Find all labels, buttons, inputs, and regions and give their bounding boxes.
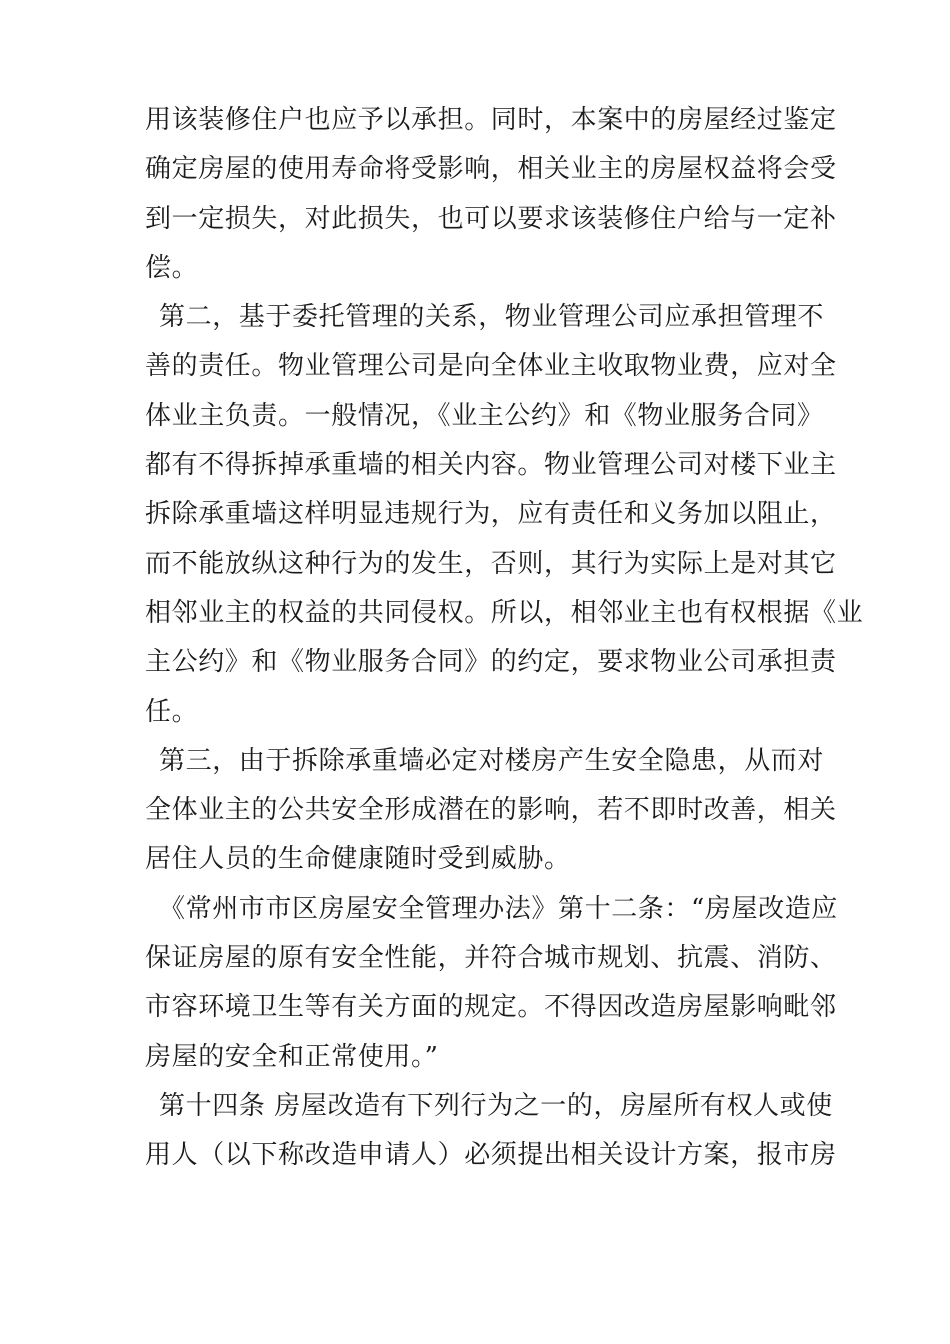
text-line: 第二，基于委托管理的关系，物业管理公司应承担管理不 bbox=[159, 302, 825, 333]
text-line: 体业主负责。一般情况，《业主公约》和《物业服务合同》 bbox=[145, 400, 824, 431]
text-line: 任。 bbox=[145, 696, 199, 727]
text-line: 拆除承重墙这样明显违规行为，应有责任和义务加以阻止， bbox=[145, 499, 837, 530]
text-line: 偿。 bbox=[145, 252, 199, 283]
text-line: 第三，由于拆除承重墙必定对楼房产生安全隐患，从而对 bbox=[159, 745, 825, 776]
text-line: 居住人员的生命健康随时受到威胁。 bbox=[145, 844, 571, 875]
text-line: 用人（以下称改造申请人）必须提出相关设计方案，报市房 bbox=[145, 1140, 837, 1171]
text-line: 第十四条 房屋改造有下列行为之一的，房屋所有权人或使 bbox=[159, 1090, 833, 1121]
text-line: 用该装修住户也应予以承担。同时，本案中的房屋经过鉴定 bbox=[145, 105, 837, 135]
text-line: 市容环境卫生等有关方面的规定。不得因改造房屋影响毗邻 bbox=[145, 992, 837, 1023]
document-body bbox=[145, 96, 864, 1181]
text-line: 主公约》和《物业服务合同》的约定，要求物业公司承担责 bbox=[145, 647, 837, 678]
text-line: 都有不得拆掉承重墙的相关内容。物业管理公司对楼下业主 bbox=[145, 450, 837, 481]
text-line: 相邻业主的权益的共同侵权。所以，相邻业主也有权根据《业 bbox=[145, 597, 864, 628]
text-line: 到一定损失，对此损失，也可以要求该装修住户给与一定补 bbox=[145, 203, 837, 234]
text-line: 保证房屋的原有安全性能，并符合城市规划、抗震、消防、 bbox=[145, 943, 837, 974]
text-line: 全体业主的公共安全形成潜在的影响，若不即时改善，相关 bbox=[145, 795, 837, 826]
text-line: 确定房屋的使用寿命将受影响，相关业主的房屋权益将会受 bbox=[145, 154, 837, 185]
text-line: 善的责任。物业管理公司是向全体业主收取物业费，应对全 bbox=[145, 351, 837, 382]
text-line: 房屋的安全和正常使用。” bbox=[145, 1041, 439, 1072]
text-line: 而不能放纵这种行为的发生，否则，其行为实际上是对其它 bbox=[145, 548, 837, 579]
text-line: 《常州市市区房屋安全管理办法》第十二条：“房屋改造应 bbox=[159, 893, 838, 924]
